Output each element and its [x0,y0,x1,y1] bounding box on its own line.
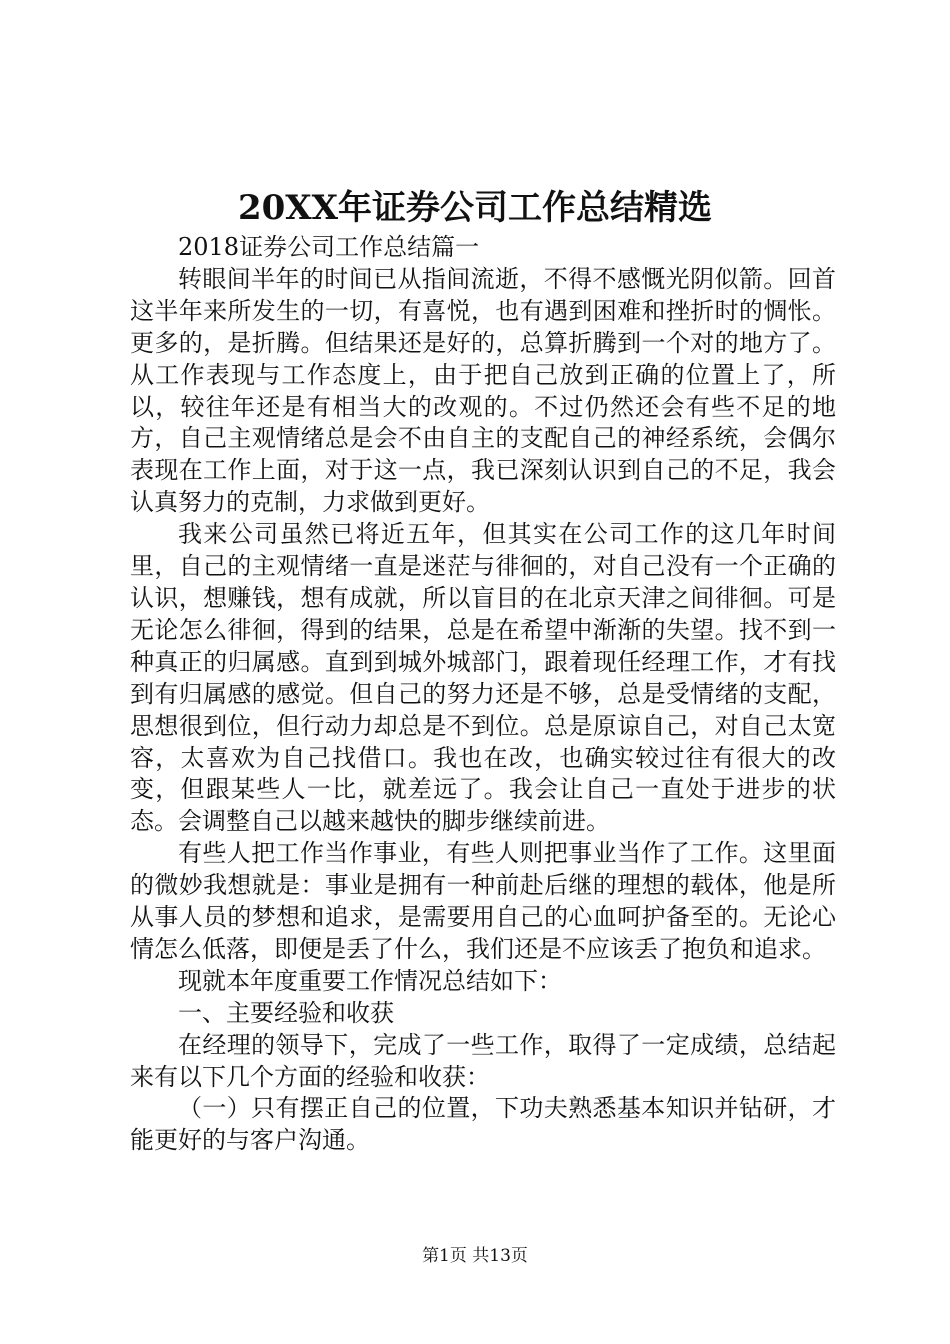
subsection-heading: 一、主要经验和收获 [178,998,394,1027]
body-paragraph: 我来公司虽然已将近五年，但其实在公司工作的这几年时间里，自己的主观情绪一直是迷茫与徘徊的，对自己没有一个正确的认识，想赚钱，想有成就，所以盲目的在北京天津之间徘徊。可是无论怎么徘徊，得到的结果，总是在希望中渐渐的失望。找不到一种真正的归属感。直到到城外城部门，跟着现任经理工作，才有找到有归属感的感觉。但自己的努力还是不够，总是受情绪的支配，思想很到位，但行动力却总是不到位。总是原谅自己，对自己太宽容，太喜欢为自己找借口。我也在改，也确实较过往有很大的改变，但跟某些人一比，就差远了。我会让自己一直处于进步的状态。会调整自己以越来越快的脚步继续前进。 [130,520,836,836]
list-item-paragraph: （一）只有摆正自己的位置，下功夫熟悉基本知识并钻研，才能更好的与客户沟通。 [130,1094,836,1155]
section-heading: 2018证券公司工作总结篇一 [178,233,480,261]
page-number-footer: 第1页 共13页 [422,1246,528,1266]
document-body [130,232,836,1157]
body-paragraph: 有些人把工作当作事业，有些人则把事业当作了工作。这里面的微妙我想就是：事业是拥有一种前赴后继的理想的载体，他是所从事人员的梦想和追求，是需要用自己的心血呵护备至的。无论心情怎么低落，即便是丢了什么，我们还是不应该丢了抱负和追求。 [130,839,836,963]
body-paragraph: 转眼间半年的时间已从指间流逝，不得不感慨光阴似箭。回首这半年来所发生的一切，有喜悦，也有遇到困难和挫折时的惆怅。更多的，是折腾。但结果还是好的，总算折腾到一个对的地方了。从工作表现与工作态度上，由于把自己放到正确的位置上了，所以，较往年还是有相当大的改观的。不过仍然还会有些不足的地方，自己主观情绪总是会不由自主的支配自己的神经系统，会偶尔表现在工作上面，对于这一点，我已深刻认识到自己的不足，我会认真努力的克制，力求做到更好。 [130,264,836,517]
document-title: 20XX年证券公司工作总结精选 [237,188,713,228]
body-paragraph: 在经理的领导下，完成了一些工作，取得了一定成绩，总结起来有以下几个方面的经验和收获： [130,1030,836,1091]
body-paragraph: 现就本年度重要工作情况总结如下： [178,966,562,995]
